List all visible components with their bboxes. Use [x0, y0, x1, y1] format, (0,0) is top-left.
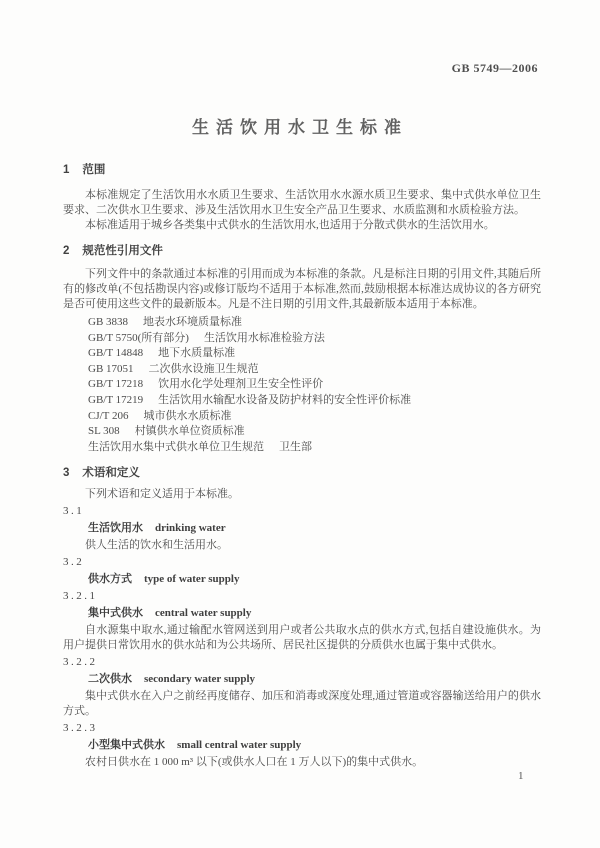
term-english: small central water supply — [177, 739, 302, 752]
section-2-heading — [63, 244, 541, 259]
reference-item — [63, 393, 541, 409]
reference-name: 地表水环境质量标准 — [143, 316, 243, 328]
document-title: 生活饮用水卫生标准 — [192, 118, 408, 137]
reference-item — [63, 315, 541, 331]
clause-number: 3.2.1 — [63, 590, 98, 603]
clause-number: 3.2 — [63, 556, 85, 569]
reference-code: SL 308 — [88, 425, 120, 438]
reference-name: 卫生部 — [279, 440, 312, 453]
reference-code: GB/T 14848 — [88, 347, 144, 360]
term-english: central water supply — [155, 607, 252, 620]
term-chinese: 供水方式 — [88, 573, 132, 586]
reference-name: 城市供水水质标准 — [143, 409, 232, 422]
document-content — [63, 163, 541, 770]
reference-name: 二次供水设施卫生规范 — [148, 362, 259, 375]
page-number: 1 — [518, 770, 524, 782]
reference-item — [63, 362, 541, 378]
clause-number: 3.2.3 — [63, 722, 98, 735]
term-chinese: 生活饮用水 — [88, 522, 143, 535]
reference-name: 生活饮用水输配水设备及防护材料的安全性评价标准 — [158, 393, 412, 406]
section-1-heading — [63, 163, 541, 178]
reference-item — [63, 424, 541, 440]
reference-code: GB 17051 — [88, 362, 134, 375]
paragraph: 本标准规定了生活饮用水水质卫生要求、生活饮用水水源水质卫生要求、集中式供水单位卫生要求、二次供水卫生要求、涉及生活饮用水卫生安全产品卫生要求、水质监测和水质检验方法。 — [63, 189, 541, 216]
section-title: 规范性引用文件 — [82, 245, 163, 257]
definition: 集中式供水在入户之前经再度储存、加压和消毒或深度处理,通过管道或容器输送给用户的供水方式。 — [63, 690, 541, 718]
definition: 农村日供水在 1 000 m³ 以下(或供水人口在 1 万人以下)的集中式供水。 — [85, 756, 424, 769]
paragraph: 下列文件中的条款通过本标准的引用而成为本标准的条款。凡是标注日期的引用文件,其随后所有的修改单(不包括勘误内容)或修订版均不适用于本标准,然而,鼓励根据本标准达成协议的各方研究是否可使用这些文件的最新版本。凡是不注日期的引用文件,其最新版本适用于本标准。 — [63, 268, 541, 310]
term-english: secondary water supply — [144, 673, 256, 686]
term-english: drinking water — [155, 522, 226, 535]
definition: 自水源集中取水,通过输配水管网送到用户或者公共取水点的供水方式,包括自建设施供水。为用户提供日常饮用水的供水站和为公共场所、居民社区提供的分质供水也属于集中式供水。 — [63, 624, 541, 652]
reference-code: GB/T 5750(所有部分) — [88, 331, 189, 344]
reference-item — [63, 331, 541, 347]
term-chinese: 二次供水 — [88, 673, 132, 686]
reference-item — [63, 440, 541, 456]
reference-item — [63, 377, 541, 393]
term-chinese: 小型集中式供水 — [88, 739, 165, 752]
reference-code: GB/T 17218 — [88, 378, 144, 391]
term-line — [63, 572, 541, 587]
section-title: 术语和定义 — [82, 467, 140, 480]
reference-item — [63, 409, 541, 425]
reference-name: 地下水质量标准 — [158, 347, 236, 360]
reference-name: 村镇供水单位资质标准 — [134, 425, 245, 438]
term-line — [63, 738, 541, 753]
reference-item — [63, 346, 541, 362]
clause-number: 3.2.2 — [63, 656, 98, 669]
reference-code: GB 3838 — [88, 316, 129, 328]
term-english: type of water supply — [144, 573, 240, 586]
section-number: 3 — [63, 467, 70, 480]
reference-code: CJ/T 206 — [88, 409, 129, 422]
reference-code: 生活饮用水集中式供水单位卫生规范 — [88, 440, 264, 453]
clause-number: 3.1 — [63, 505, 85, 518]
paragraph: 本标准适用于城乡各类集中式供水的生活饮用水,也适用于分散式供水的生活饮用水。 — [85, 219, 495, 231]
term-line — [63, 672, 541, 687]
standard-code: GB 5749—2006 — [451, 61, 538, 75]
reference-name: 生活饮用水标准检验方法 — [203, 331, 325, 344]
term-chinese: 集中式供水 — [88, 607, 143, 620]
reference-code: GB/T 17219 — [88, 393, 144, 406]
paragraph: 下列术语和定义适用于本标准。 — [85, 488, 239, 501]
reference-name: 饮用水化学处理剂卫生安全性评价 — [158, 378, 324, 391]
section-3-heading — [63, 466, 541, 481]
definition: 供人生活的饮水和生活用水。 — [85, 539, 228, 552]
term-line — [63, 606, 541, 621]
term-line — [63, 521, 541, 536]
section-number: 2 — [63, 245, 70, 257]
section-number: 1 — [63, 164, 70, 176]
references-list — [63, 315, 541, 455]
section-title: 范围 — [82, 164, 106, 176]
